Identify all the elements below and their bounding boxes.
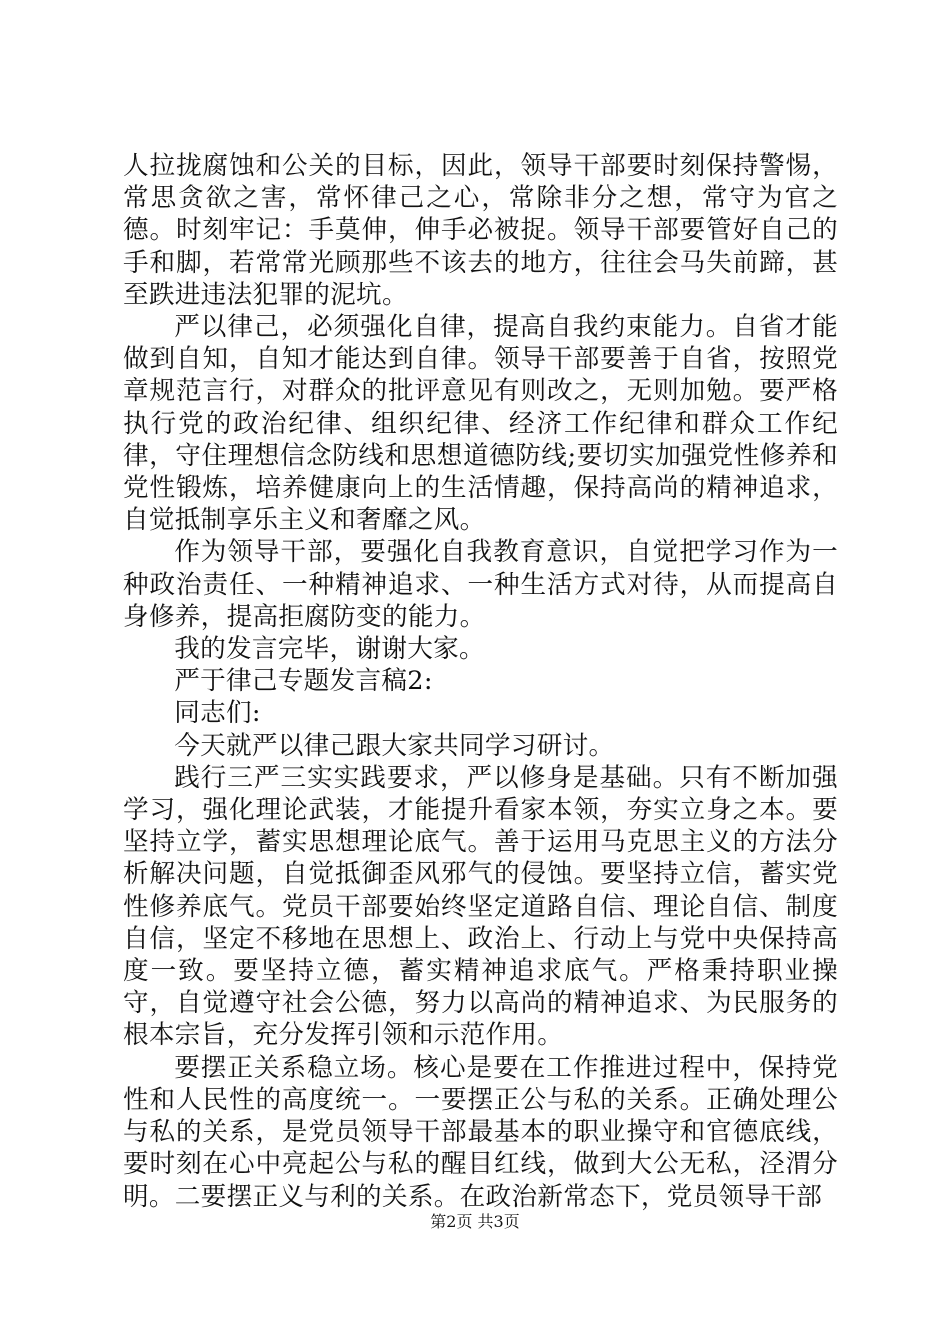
section-heading-speech-2: 严于律己专题发言稿2: — [174, 666, 433, 697]
page-footer: 第2页 共3页 — [430, 1212, 520, 1231]
paragraph-self-discipline: 严以律己，必须强化自律，提高自我约束能力。自省才能做到自知，自知才能达到自律。领导干部要善于自省，按照党章规范言行，对群众的批评意见有则改之，无则加勉。要严格执行党的政治纪律、组织纪律、经济工作纪律和群众工作纪律，守住理想信念防线和思想道德防线;要切实加强党性修养和党性锻炼，培养健康向上的生活情趣，保持高尚的精神追求，自觉抵制享乐主义和奢靡之风。 — [123, 312, 838, 536]
paragraph-intro: 今天就严以律己跟大家共同学习研讨。 — [174, 730, 615, 761]
paragraph-continued: 人拉拢腐蚀和公关的目标，因此，领导干部要时刻保持警惕，常思贪欲之害，常怀律己之心，常除非分之想，常守为官之德。时刻牢记：手莫伸，伸手必被捉。领导干部要管好自己的手和脚，若常常光顾那些不该去的地方，往往会马失前蹄，甚至跌进违法犯罪的泥坑。 — [123, 151, 838, 310]
paragraph-relationships: 要摆正关系稳立场。核心是要在工作推进过程中，保持党性和人民性的高度统一。一要摆正公与私的关系。正确处理公与私的关系，是党员领导干部最基本的职业操守和官德底线，要时刻在心中亮起公与私的醒目红线，做到大公无私，泾渭分明。二要摆正义与利的关系。在政治新常态下，党员领导干部 — [123, 1052, 838, 1212]
paragraph-closing-remark: 我的发言完毕，谢谢大家。 — [174, 634, 485, 665]
paragraph-self-education: 作为领导干部，要强化自我教育意识，自觉把学习作为一种政治责任、一种精神追求、一种生活方式对待，从而提高自身修养，提高拒腐防变的能力。 — [123, 537, 838, 632]
document-body — [123, 150, 838, 1213]
paragraph-three-stricts: 践行三严三实实践要求，严以修身是基础。只有不断加强学习，强化理论武装，才能提升看家本领，夯实立身之本。要坚持立学，蓄实思想理论底气。善于运用马克思主义的方法分析解决问题，自觉抵御歪风邪气的侵蚀。要坚持立信，蓄实党性修养底气。党员干部要始终坚定道路自信、理论自信、制度自信，坚定不移地在思想上、政治上、行动上与党中央保持高度一致。要坚持立德，蓄实精神追求底气。严格秉持职业操守，自觉遵守社会公德，努力以高尚的精神追求、为民服务的根本宗旨，充分发挥引领和示范作用。 — [123, 762, 838, 1051]
salutation: 同志们: — [174, 698, 261, 729]
